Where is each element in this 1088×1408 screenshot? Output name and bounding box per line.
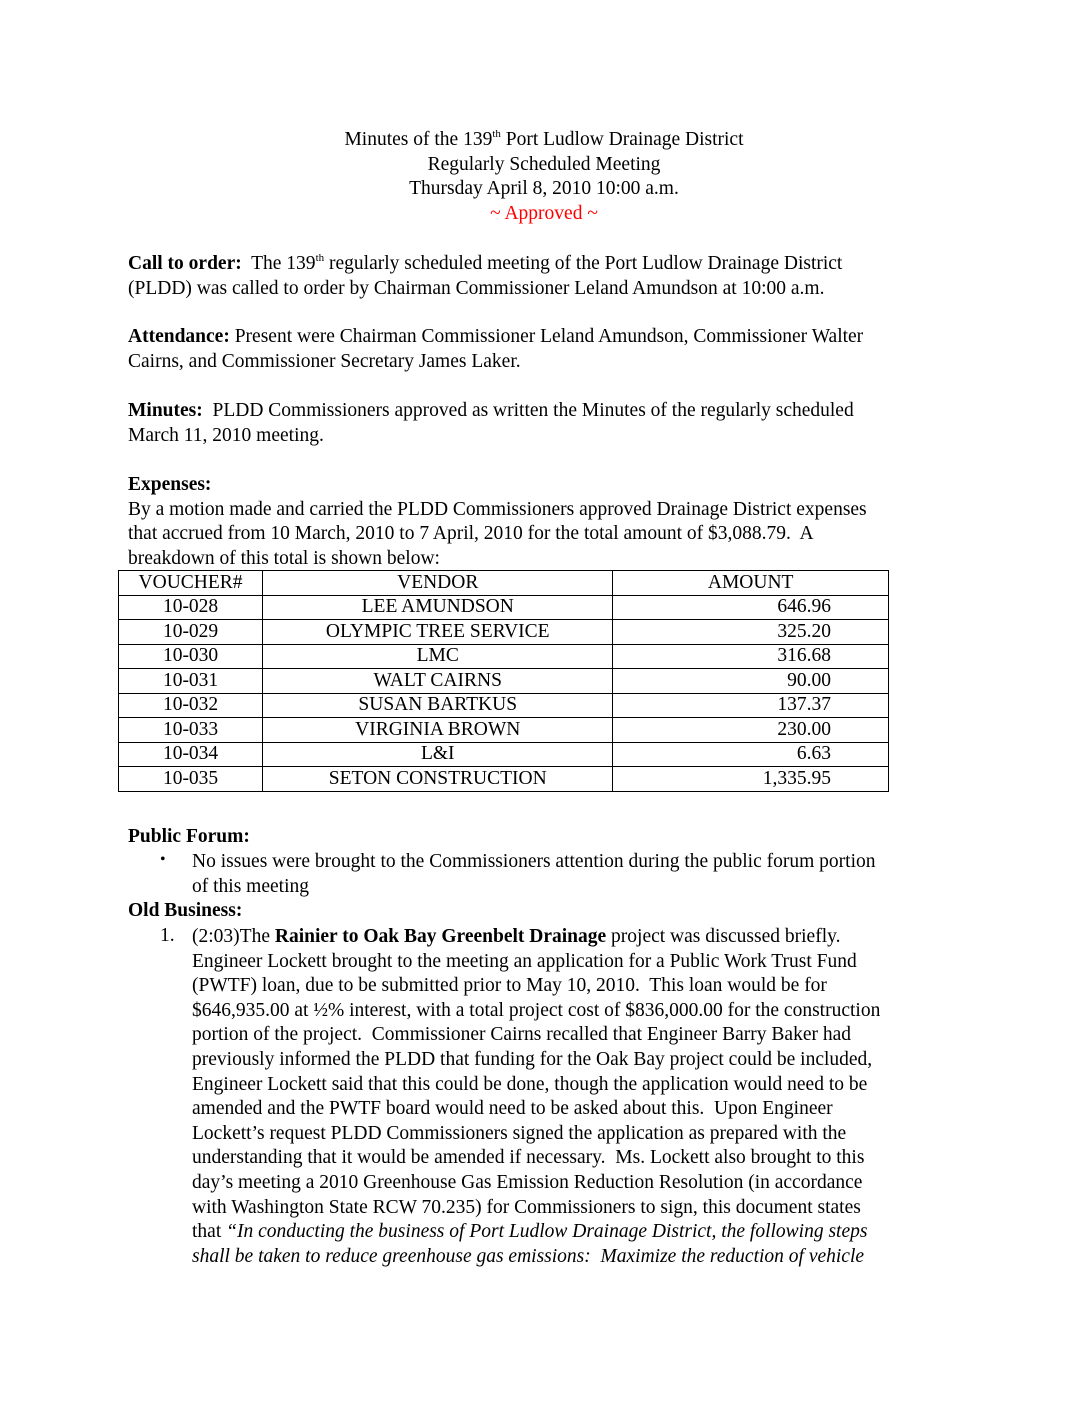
public-forum-heading: Public Forum: xyxy=(128,826,250,847)
attendance-section: Attendance: Present were Chairman Commissioner Leland Amundson, Commissioner Walter Cairns, and Commissioner Secretary James Laker. xyxy=(128,325,958,374)
document-subtitle: Regularly Scheduled Meeting xyxy=(427,153,661,175)
amount-cell: 1,335.95 xyxy=(613,767,889,792)
voucher-cell: 10-030 xyxy=(119,644,263,669)
header-amount: AMOUNT xyxy=(613,571,889,596)
list-number: 1. xyxy=(160,925,175,946)
vendor-cell: LEE AMUNDSON xyxy=(263,595,613,620)
voucher-cell: 10-032 xyxy=(119,693,263,718)
amount-cell: 6.63 xyxy=(613,742,889,767)
minutes-line2: March 11, 2010 meeting. xyxy=(128,424,324,446)
meeting-datetime: Thursday April 8, 2010 10:00 a.m. xyxy=(409,178,679,199)
table-row xyxy=(119,669,889,694)
amount-cell: 316.68 xyxy=(613,644,889,669)
amount-cell: 325.20 xyxy=(613,620,889,645)
old-business-item: (2:03)The Rainier to Oak Bay Greenbelt Drainage project was discussed briefly. Engineer Lockett brought to the meeting an application for a Public Work Trust Fund (PWTF) loan, due to be submitted prior to May 10, 2010. This loan would be for $646,935.00 at ½% interest, with a total project cost of $836,000.00 for the construction portion of the project. Commissioner Cairns recalled that Engineer Barry Baker had previously informed the PLDD that funding for the Oak Bay project could be included, Engineer Lockett said that this could be done, though the application would need to be amended and the PWTF board would need to be asked about this. Upon Engineer Lockett’s request PLDD Commissioners signed the application as prepared with the understanding that it would be amended if necessary. Ms. Lockett also brought to this day’s meeting a 2010 Greenhouse Gas Emission Reduction Resolution (in accordance with Washington State RCW 70.235) for Commissioners to sign, this document states that “In conducting the business of Port Ludlow Drainage District, the following steps shall be taken to reduce greenhouse gas emissions: Maximize the reduction of vehicle xyxy=(192,926,881,1267)
expenses-table xyxy=(118,570,889,792)
voucher-cell: 10-035 xyxy=(119,767,263,792)
voucher-cell: 10-033 xyxy=(119,718,263,743)
call-to-order-label: Call to order: xyxy=(128,253,242,274)
table-row xyxy=(119,718,889,743)
table-row xyxy=(119,767,889,792)
minutes-label: Minutes: xyxy=(128,400,203,421)
approval-status: ~ Approved ~ xyxy=(490,202,598,224)
header-vendor: VENDOR xyxy=(263,571,613,596)
table-row xyxy=(119,595,889,620)
header-voucher: VOUCHER# xyxy=(119,571,263,596)
vendor-cell: SUSAN BARTKUS xyxy=(263,693,613,718)
public-forum-item: No issues were brought to the Commissioners attention during the public forum portion of this meeting xyxy=(192,851,876,897)
document-title: Minutes of the 139th Port Ludlow Drainage District xyxy=(344,128,744,150)
voucher-cell: 10-034 xyxy=(119,742,263,767)
table-row xyxy=(119,742,889,767)
expenses-label: Expenses: xyxy=(128,474,212,495)
attendance-label: Attendance: xyxy=(128,326,230,347)
project-name: Rainier to Oak Bay Greenbelt Drainage xyxy=(274,926,607,947)
voucher-cell: 10-031 xyxy=(119,669,263,694)
table-header-row xyxy=(119,571,889,596)
bullet-icon: • xyxy=(160,851,166,868)
expenses-line1: By a motion made and carried the PLDD Commissioners approved Drainage District expenses xyxy=(128,498,867,520)
attendance-line2: Cairns, and Commissioner Secretary James Laker. xyxy=(128,350,521,372)
voucher-cell: 10-029 xyxy=(119,620,263,645)
vendor-cell: WALT CAIRNS xyxy=(263,669,613,694)
minutes-section: Minutes: PLDD Commissioners approved as written the Minutes of the regularly scheduled March 11, 2010 meeting. xyxy=(128,399,958,448)
document-header xyxy=(0,128,1088,226)
vendor-cell: L&I xyxy=(263,742,613,767)
table-row xyxy=(119,693,889,718)
table-row xyxy=(119,620,889,645)
vendor-cell: LMC xyxy=(263,644,613,669)
resolution-quote: “In conducting the business of Port Ludlow Drainage District, the following steps xyxy=(226,1221,868,1243)
expenses-line3: breakdown of this total is shown below: xyxy=(128,547,440,569)
amount-cell: 137.37 xyxy=(613,693,889,718)
vendor-cell: OLYMPIC TREE SERVICE xyxy=(263,620,613,645)
table-row xyxy=(119,644,889,669)
old-business-heading: Old Business: xyxy=(128,900,243,921)
call-to-order-line2: (PLDD) was called to order by Chairman Commissioner Leland Amundson at 10:00 a.m. xyxy=(128,277,825,299)
expenses-line2: that accrued from 10 March, 2010 to 7 April, 2010 for the total amount of $3,088.79. A xyxy=(128,523,814,544)
vendor-cell: SETON CONSTRUCTION xyxy=(263,767,613,792)
vendor-cell: VIRGINIA BROWN xyxy=(263,718,613,743)
voucher-cell: 10-028 xyxy=(119,595,263,620)
amount-cell: 646.96 xyxy=(613,595,889,620)
expenses-section xyxy=(128,473,958,571)
amount-cell: 90.00 xyxy=(613,669,889,694)
call-to-order-section: Call to order: The 139th regularly scheduled meeting of the Port Ludlow Drainage District (PLDD) was called to order by Chairman Commissioner Leland Amundson at 10:00 a.m. xyxy=(128,252,958,301)
amount-cell: 230.00 xyxy=(613,718,889,743)
